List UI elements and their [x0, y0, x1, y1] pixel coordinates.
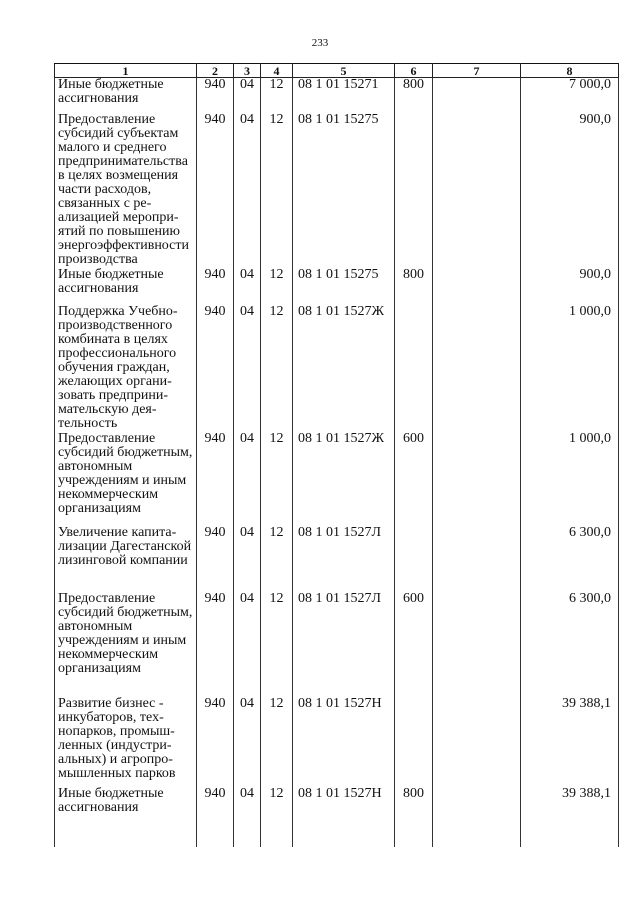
section-code: 04 — [240, 785, 254, 801]
table-cell — [293, 787, 395, 847]
table-cell — [433, 592, 521, 697]
column-header: 8 — [521, 64, 619, 78]
table-row — [55, 697, 619, 787]
table-cell — [395, 787, 433, 847]
table-row — [55, 526, 619, 592]
column-header: 4 — [261, 64, 293, 78]
section-code: 04 — [240, 430, 254, 446]
table-cell — [293, 697, 395, 787]
table-cell — [234, 305, 261, 432]
section-code: 04 — [240, 695, 254, 711]
target-article-code: 08 1 01 1527Л — [298, 590, 381, 606]
subsection-code: 12 — [269, 430, 284, 446]
subsection-code: 12 — [269, 266, 284, 282]
section-code: 04 — [240, 111, 254, 127]
table-cell — [55, 78, 197, 113]
table-cell — [395, 78, 433, 113]
table-cell — [395, 526, 433, 592]
subsection-code: 12 — [269, 303, 284, 319]
admin-code: 940 — [204, 266, 226, 282]
table-cell — [395, 113, 433, 268]
table-cell — [261, 432, 293, 526]
admin-code: 940 — [204, 785, 226, 801]
admin-code: 940 — [204, 590, 226, 606]
admin-code: 940 — [204, 111, 226, 127]
table-cell — [234, 432, 261, 526]
section-code: 04 — [240, 524, 254, 540]
budget-table — [54, 63, 619, 847]
table-cell — [521, 592, 619, 697]
table-cell — [197, 697, 234, 787]
table-cell — [433, 305, 521, 432]
table-cell — [197, 592, 234, 697]
table-cell — [395, 432, 433, 526]
table-cell — [55, 305, 197, 432]
subsection-code: 12 — [269, 590, 284, 606]
table-cell — [521, 432, 619, 526]
table-cell — [433, 787, 521, 847]
target-article-code: 08 1 01 1527Н — [298, 785, 382, 801]
table-cell — [521, 526, 619, 592]
table-cell — [395, 697, 433, 787]
column-header: 7 — [433, 64, 521, 78]
table-cell — [395, 592, 433, 697]
table-cell — [433, 113, 521, 268]
table-cell — [433, 697, 521, 787]
table-cell — [234, 268, 261, 305]
target-article-code: 08 1 01 15275 — [298, 111, 379, 127]
item-name: Увеличение капитализации Дагестанской лизинговой компании — [58, 524, 192, 568]
table-cell — [293, 592, 395, 697]
table-row — [55, 592, 619, 697]
table-cell — [55, 113, 197, 268]
section-code: 04 — [240, 303, 254, 319]
table-cell — [521, 697, 619, 787]
expense-type-code: 600 — [403, 590, 424, 606]
table-cell — [293, 526, 395, 592]
table-cell — [395, 305, 433, 432]
subsection-code: 12 — [269, 695, 284, 711]
expense-type-code: 800 — [403, 77, 424, 92]
subsection-code: 12 — [269, 111, 284, 127]
table-cell — [197, 78, 234, 113]
table-cell — [55, 526, 197, 592]
table-row — [55, 305, 619, 432]
item-name: Предоставление субсидий бюджетным, автономным учреждениям и иным некоммерческим организациям — [58, 430, 193, 516]
item-name: Поддержка Учебно-производственного комбината в целях профессионального обучения граждан, желающих организовать предпринимательскую деятельность — [58, 303, 178, 431]
target-article-code: 08 1 01 15271 — [298, 77, 379, 92]
header-row — [55, 64, 619, 78]
table-cell — [521, 78, 619, 113]
table-cell — [293, 432, 395, 526]
table-row — [55, 432, 619, 526]
page-number: 233 — [311, 37, 329, 49]
amount: 1 000,0 — [569, 430, 611, 446]
admin-code: 940 — [204, 695, 226, 711]
column-header: 5 — [293, 64, 395, 78]
expense-type-code: 800 — [403, 266, 424, 282]
item-name: Иные бюджетные ассигнования — [58, 266, 164, 296]
admin-code: 940 — [204, 430, 226, 446]
table-cell — [261, 526, 293, 592]
table-cell — [197, 787, 234, 847]
table-cell — [521, 305, 619, 432]
table-cell — [261, 78, 293, 113]
table-cell — [261, 305, 293, 432]
table-cell — [433, 526, 521, 592]
table-cell — [433, 268, 521, 305]
amount: 900,0 — [579, 111, 611, 127]
target-article-code: 08 1 01 1527Л — [298, 524, 381, 540]
subsection-code: 12 — [269, 524, 284, 540]
admin-code: 940 — [204, 524, 226, 540]
subsection-code: 12 — [269, 77, 284, 92]
subsection-code: 12 — [269, 785, 284, 801]
column-header: 2 — [197, 64, 234, 78]
amount: 6 300,0 — [569, 524, 611, 540]
table-cell — [261, 113, 293, 268]
table-cell — [261, 592, 293, 697]
table-cell — [234, 592, 261, 697]
amount: 6 300,0 — [569, 590, 611, 606]
amount: 900,0 — [579, 266, 611, 282]
item-name: Развитие бизнес - инкубаторов, технопарков, промышленных (индустриальных) и агропромышленных парков — [58, 695, 176, 781]
item-name: Иные бюджетные ассигнования — [58, 785, 164, 815]
table-cell — [261, 787, 293, 847]
table-cell — [261, 697, 293, 787]
table-cell — [197, 268, 234, 305]
table-cell — [521, 787, 619, 847]
section-code: 04 — [240, 77, 254, 92]
table-cell — [234, 78, 261, 113]
expense-type-code: 800 — [403, 785, 424, 801]
table-row — [55, 787, 619, 847]
table-cell — [395, 268, 433, 305]
table-cell — [261, 268, 293, 305]
amount: 1 000,0 — [569, 303, 611, 319]
column-header: 1 — [55, 64, 197, 78]
column-header: 3 — [234, 64, 261, 78]
table-cell — [55, 592, 197, 697]
amount: 39 388,1 — [562, 785, 611, 801]
table-cell — [521, 268, 619, 305]
table-cell — [234, 697, 261, 787]
table-cell — [55, 787, 197, 847]
admin-code: 940 — [204, 303, 226, 319]
table-cell — [197, 305, 234, 432]
section-code: 04 — [240, 266, 254, 282]
table-cell — [197, 113, 234, 268]
expense-type-code: 600 — [403, 430, 424, 446]
target-article-code: 08 1 01 15275 — [298, 266, 379, 282]
target-article-code: 08 1 01 1527Ж — [298, 303, 385, 319]
table-row — [55, 268, 619, 305]
table-cell — [197, 526, 234, 592]
target-article-code: 08 1 01 1527Н — [298, 695, 382, 711]
table-cell — [234, 113, 261, 268]
table-cell — [234, 526, 261, 592]
table-cell — [55, 432, 197, 526]
amount: 39 388,1 — [562, 695, 611, 711]
item-name: Иные бюджетные ассигнования — [58, 77, 164, 106]
table-cell — [433, 432, 521, 526]
table-row — [55, 78, 619, 113]
admin-code: 940 — [204, 77, 226, 92]
table-cell — [293, 78, 395, 113]
table-row — [55, 113, 619, 268]
table-cell — [293, 268, 395, 305]
table-cell — [293, 113, 395, 268]
table-cell — [55, 697, 197, 787]
table-cell — [234, 787, 261, 847]
amount: 7 000,0 — [569, 77, 611, 92]
column-header: 6 — [395, 64, 433, 78]
table-cell — [293, 305, 395, 432]
table-cell — [55, 268, 197, 305]
table-cell — [521, 113, 619, 268]
target-article-code: 08 1 01 1527Ж — [298, 430, 385, 446]
table-cell — [197, 432, 234, 526]
table-body — [55, 78, 619, 847]
table-cell — [433, 78, 521, 113]
item-name: Предоставление субсидий субъектам малого и среднего предпринимательства в целях возмещения части расходов, связанных с реализацией мероприятий по повышению энергоэффективности производства — [58, 111, 189, 267]
item-name: Предоставление субсидий бюджетным, автономным учреждениям и иным некоммерческим организациям — [58, 590, 193, 676]
section-code: 04 — [240, 590, 254, 606]
